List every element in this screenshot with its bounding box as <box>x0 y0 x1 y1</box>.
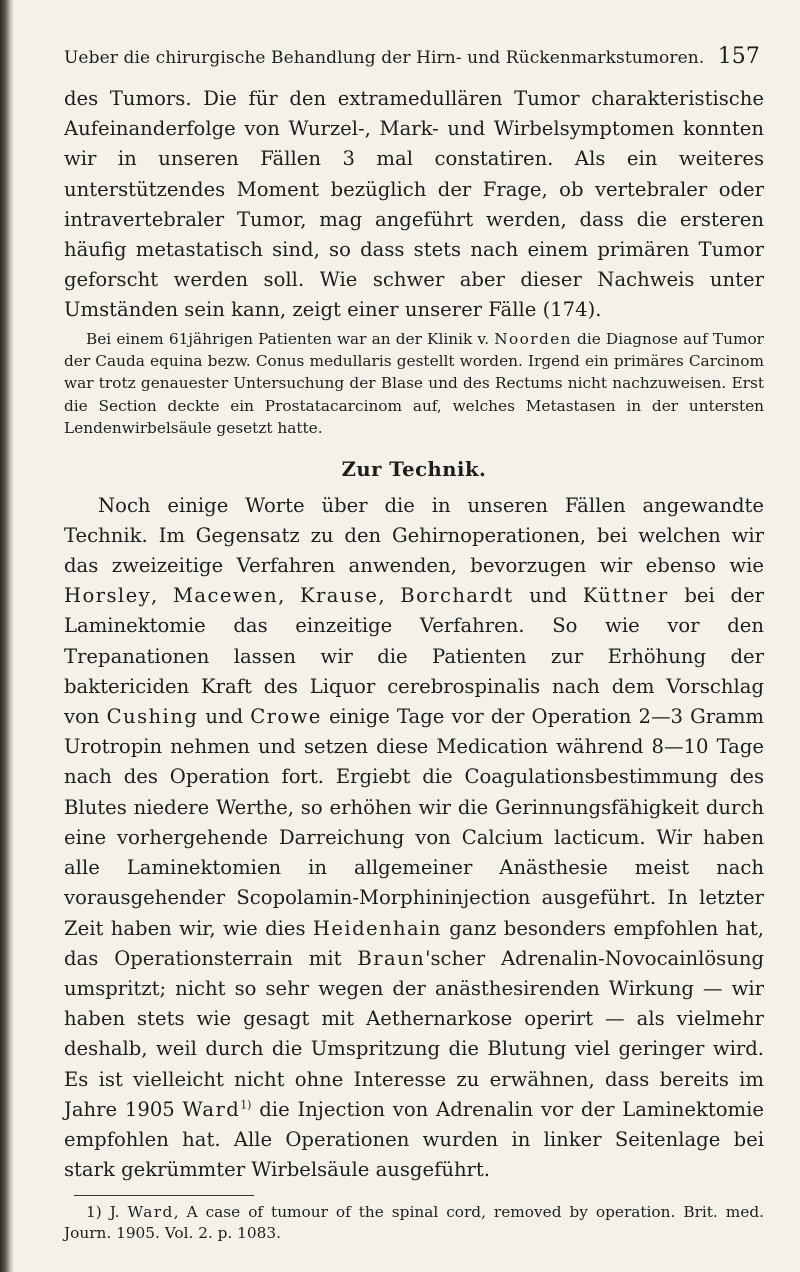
case-note-part2: die Diagnose auf Tumor der Cauda equina bezw. Conus medullaris gestellt worden. Irgend ein primäres Carcinom war trotz genauester Untersuchung der Blase und des Rectums nicht nachzuweisen. Erst die Section deckte ein Prostatacarcinom auf, welches Metastasen in der untersten Lendenwirbelsäule gesetzt hatte. <box>64 329 764 438</box>
name-braun: Braun <box>357 946 426 970</box>
name-macewen: Macewen <box>172 584 279 608</box>
word-und-1: und <box>529 584 567 608</box>
book-page <box>64 44 764 1244</box>
case-note <box>64 328 764 440</box>
name-ward: Ward <box>182 1097 241 1121</box>
name-horsley: Horsley <box>64 584 152 608</box>
page-number: 157 <box>717 44 760 69</box>
case-note-part1: Bei einem 61jährigen Patienten war an der Klinik v. <box>86 329 490 348</box>
main-text <box>64 84 764 326</box>
technique-text <box>64 491 764 1186</box>
name-krause: Krause <box>300 584 379 608</box>
running-head-title: Ueber die chirurgische Behandlung der Hirn- und Rückenmarkstumoren. <box>64 48 705 68</box>
technique-sentence-1: Noch einige Worte über die in unseren Fällen angewandte Technik. Im Gegensatz zu den Gehirnoperationen, bei welchen wir das zweizeitige Verfahren anwenden, bevorzugen wir ebenso wie <box>64 493 764 578</box>
footnote-divider <box>74 1195 254 1196</box>
paragraph-tumor-diagnosis: des Tumors. Die für den extramedullären Tumor charakteristische Aufeinanderfolge von Wurzel-, Mark- und Wirbelsymptomen konnten wir in unseren Fällen 3 mal constatiren. Als ein weiteres unterstützendes Moment bezüglich der Frage, ob vertebraler oder intravertebraler Tumor, mag angeführt werden, dass die ersteren häufig metastatisch sind, so dass stets nach einem primären Tumor geforscht werden soll. Wie schwer aber dieser Nachweis unter Umständen sein kann, zeigt einer unserer Fälle (174). <box>64 87 764 322</box>
name-noorden: Noorden <box>494 329 572 348</box>
name-cushing: Cushing <box>106 705 199 729</box>
footnote-reference[interactable]: 1) <box>240 1098 252 1112</box>
paragraph-technique: Noch einige Worte über die in unseren Fällen angewandte Technik. Im Gegensatz zu den Gehirnoperationen, bei welchen wir das zweizeitige Verfahren anwenden, bevorzugen wir ebenso wie Horsley, Macewen, Krause, Borchardt und Küttner bei der Laminektomie das einzeitige Verfahren. So wie vor den Trepanationen lassen wir die Patienten zur Erhöhung der baktericiden Kraft des Liquor cerebrospinalis nach dem Vorschlag von Cushing und Crowe einige Tage vor der Operation 2—3 Gramm Urotropin nehmen und setzen diese Medication während 8—10 Tage nach des Operation fort. Ergiebt die Coagulationsbestimmung des Blutes niedere Werthe, so erhöhen wir die Gerinnungsfähigkeit durch eine vorhergehende Darreichung von Calcium lacticum. Wir haben alle Laminektomien in allgemeiner Anästhesie meist nach vorausgehender Scopolamin-Morphininjection ausgeführt. In letzter Zeit haben wir, wie dies Heidenhain ganz besonders empfohlen hat, das Operationsterrain mit Braun'scher Adrenalin-Novocainlösung umspritzt; nicht so sehr wegen der anästhesirenden Wirkung — wir haben stets wie gesagt mit Aethernarkose operirt — als vielmehr deshalb, weil durch die Umspritzung die Blutung viel geringer wird. Es ist vielleicht nicht ohne Interesse zu erwähnen, dass bereits im Jahre 1905 Ward$^{1)}$ die Injection von Adrenalin vor der Laminektomie empfohlen hat. Alle Operationen wurden in linker Seitenlage bei stark gekrümmter Wirbelsäule ausgeführt. <box>64 493 765 1182</box>
page-binding-edge <box>0 0 14 1272</box>
footnote-author: Ward <box>127 1203 174 1222</box>
word-und-2: und <box>205 705 244 729</box>
footnote <box>64 1202 764 1244</box>
name-crowe: Crowe <box>250 705 322 729</box>
technique-sentence-4: ganz besonders empfohlen hat, das Operationsterrain mit <box>64 916 764 970</box>
name-borchardt: Borchardt <box>400 584 514 608</box>
section-heading: Zur Technik. <box>341 457 487 481</box>
name-kuettner: Küttner <box>582 584 669 608</box>
running-head <box>64 44 764 74</box>
name-heidenhain: Heidenhain <box>312 916 442 940</box>
footnote-text: , A case of tumour of the spinal cord, removed by operation. Brit. med. Journ. 1905. Vol. 2. p. 1083. <box>64 1203 764 1243</box>
technique-sentence-2: bei der Laminektomie das einzeitige Verfahren. So wie vor den Trepanationen lassen wir die Patienten zur Erhöhung der baktericiden Kraft des Liquor cerebrospinalis nach dem Vorschlag von <box>64 584 764 729</box>
footnote-mark: 1) <box>86 1203 102 1222</box>
technique-sentence-3: einige Tage vor der Operation 2—3 Gramm Urotropin nehmen und setzen diese Medication während 8—10 Tage nach des Operation fort. Ergiebt die Coagulationsbestimmung des Blutes niedere Werthe, so erhöhen wir die Gerinnungsfähigkeit durch eine vorhergehende Darreichung von Calcium lacticum. Wir haben alle Laminektomien in allgemeiner Anästhesie meist nach vorausgehender Scopolamin-Morphininjection ausgeführt. In letzter Zeit haben wir, wie dies <box>64 705 765 940</box>
technique-sentence-5: 'scher Adrenalin-Novocainlösung umspritzt; nicht so sehr wegen der anästhesirenden Wirkung — wir haben stets wie gesagt mit Aethernarkose operirt — als vielmehr deshalb, weil durch die Umspritzung die Blutung viel geringer wird. Es ist vielleicht nicht ohne Interesse zu erwähnen, dass bereits im Jahre 1905 <box>64 946 765 1121</box>
technique-sentence-6: die Injection von Adrenalin vor der Laminektomie empfohlen hat. Alle Operationen wurden in linker Seitenlage bei stark gekrümmter Wirbelsäule ausgeführt. <box>64 1097 764 1182</box>
footnote-author-initial: J. <box>109 1203 120 1222</box>
